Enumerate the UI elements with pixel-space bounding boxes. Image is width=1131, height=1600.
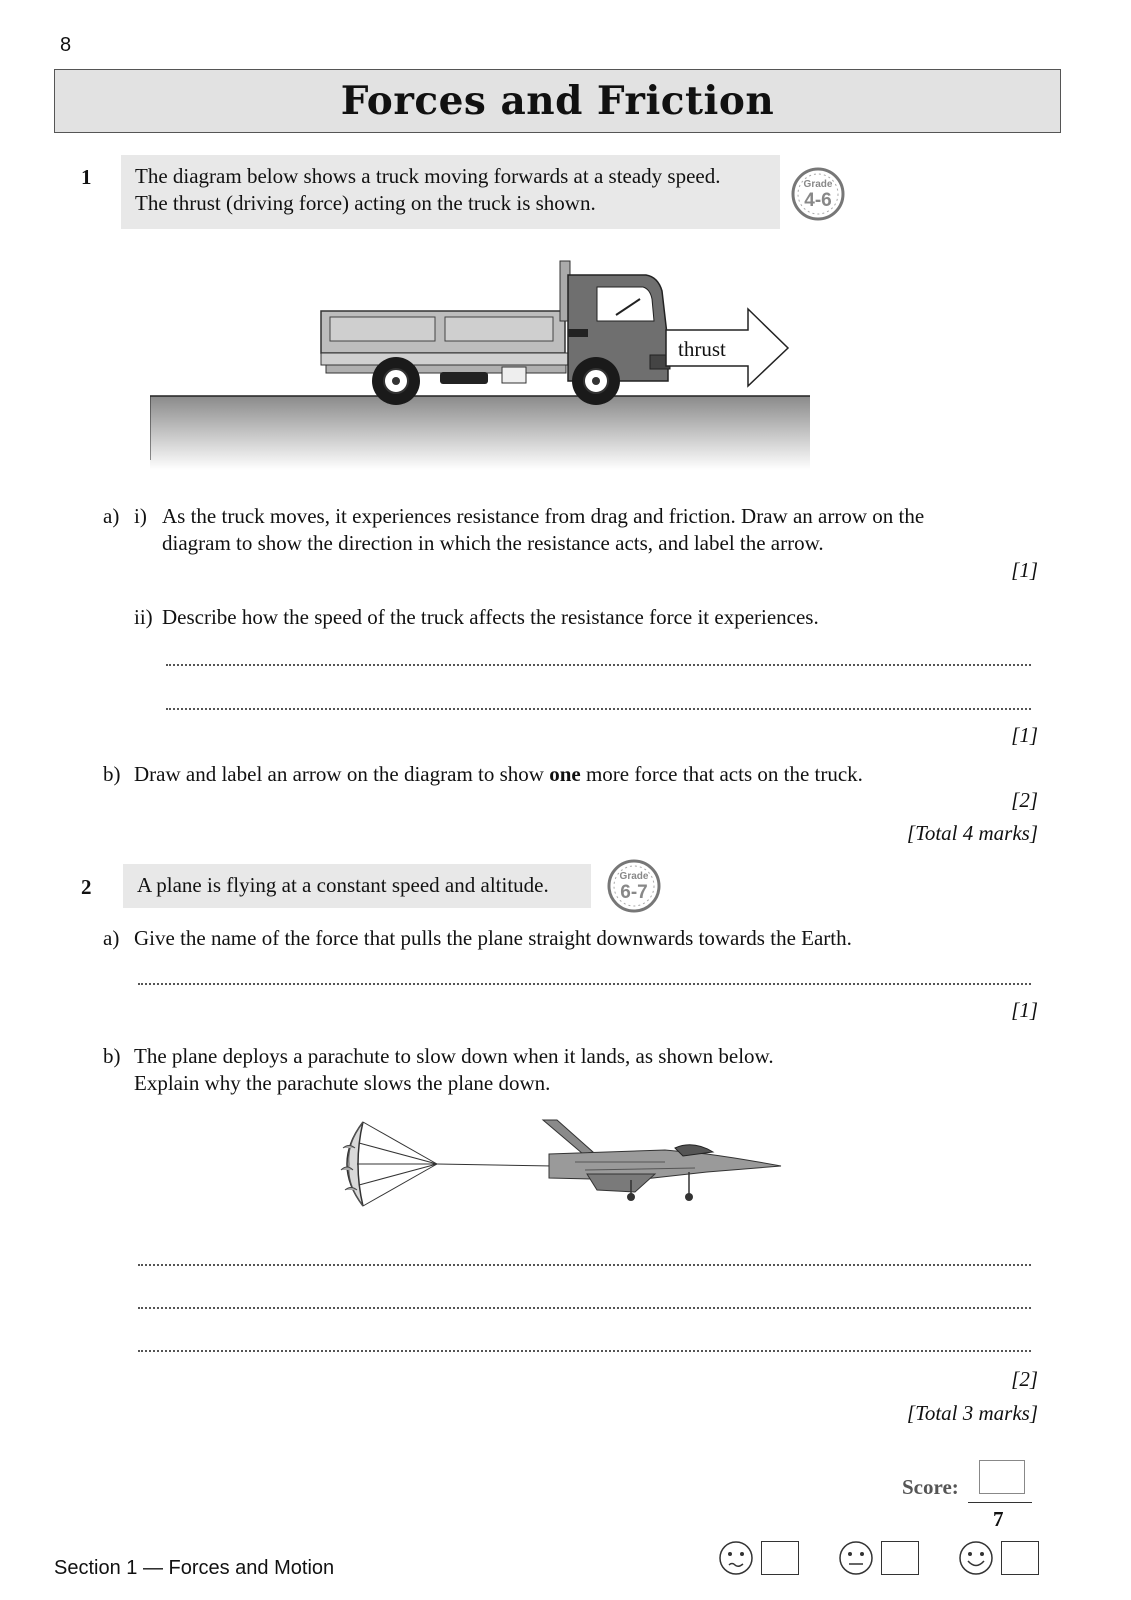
page-title: Forces and Friction xyxy=(340,78,775,124)
question-2-prompt xyxy=(123,864,591,908)
ground xyxy=(150,396,810,470)
q2-total-marks: [Total 3 marks] xyxy=(906,1401,1038,1425)
q2-part-b-question xyxy=(134,1043,774,1097)
question-2-number: 2 xyxy=(81,875,92,899)
q2-b-line-2: Explain why the parachute slows the plane down. xyxy=(134,1071,551,1095)
truck xyxy=(321,261,670,405)
question-2-intro: A plane is flying at a constant speed and altitude. xyxy=(137,873,549,897)
q2-b-line-1: The plane deploys a parachute to slow down when it lands, as shown below. xyxy=(134,1044,774,1068)
thrust-label: thrust xyxy=(678,337,726,361)
q1-part-a-i-question xyxy=(162,503,1032,557)
score-label: Score: xyxy=(902,1475,959,1499)
grade-value: 4-6 xyxy=(804,190,832,211)
q1-b-text-end: more force that acts on the truck. xyxy=(580,762,863,786)
q1-b-bold: one xyxy=(549,762,581,786)
self-assess-box-low[interactable] xyxy=(761,1541,799,1575)
page-title-banner xyxy=(54,69,1061,133)
grade-value: 6-7 xyxy=(620,882,648,903)
self-assess-box-high[interactable] xyxy=(1001,1541,1039,1575)
grade-badge-6-7 xyxy=(607,859,661,913)
jet-plane xyxy=(543,1120,781,1201)
truck-diagram xyxy=(150,255,810,475)
q1-total-marks: [Total 4 marks] xyxy=(906,821,1038,845)
answer-line[interactable] xyxy=(138,1264,1031,1266)
answer-line[interactable] xyxy=(166,664,1031,666)
q1-part-a-ii-question: Describe how the speed of the truck affects the resistance force it experiences. xyxy=(162,605,819,629)
answer-line[interactable] xyxy=(166,708,1031,710)
answer-line[interactable] xyxy=(138,1350,1031,1352)
score-total: 7 xyxy=(993,1507,1004,1531)
q1-b-marks: [2] xyxy=(1011,788,1038,812)
q2-a-marks: [1] xyxy=(1011,998,1038,1022)
q2-part-b-label: b) xyxy=(103,1044,121,1068)
self-assess-box-mid[interactable] xyxy=(881,1541,919,1575)
q1-a-i-marks: [1] xyxy=(1011,558,1038,582)
q1-a-i-line-2: diagram to show the direction in which the resistance acts, and label the arrow. xyxy=(162,531,824,555)
grade-badge-4-6 xyxy=(791,167,845,221)
q1-a-ii-marks: [1] xyxy=(1011,723,1038,747)
q2-b-marks: [2] xyxy=(1011,1367,1038,1391)
q1-part-a-label: a) xyxy=(103,504,120,528)
tow-line xyxy=(437,1164,553,1166)
q1-part-b-label: b) xyxy=(103,762,121,786)
grade-word: Grade xyxy=(803,179,833,190)
answer-line[interactable] xyxy=(138,983,1031,985)
q1-a-i-line-1: As the truck moves, it experiences resistance from drag and friction. Draw an arrow on the xyxy=(162,504,925,528)
q2-part-a-question: Give the name of the force that pulls the plane straight downwards towards the Earth. xyxy=(134,926,852,950)
q1-b-text: Draw and label an arrow on the diagram to show xyxy=(134,762,550,786)
question-1-number: 1 xyxy=(81,165,92,189)
q2-part-a-label: a) xyxy=(103,926,120,950)
q1-part-a-ii-label: ii) xyxy=(134,605,153,629)
answer-line[interactable] xyxy=(138,1307,1031,1309)
q1-part-b-question xyxy=(134,761,863,788)
plane-parachute-diagram xyxy=(335,1118,805,1218)
question-1-intro-line-2: The thrust (driving force) acting on the truck is shown. xyxy=(135,191,596,215)
happy-face-icon xyxy=(958,1540,994,1576)
score-divider xyxy=(968,1502,1032,1503)
q1-part-a-i-label: i) xyxy=(134,504,147,528)
section-footer: Section 1 — Forces and Motion xyxy=(54,1557,335,1579)
question-1-prompt xyxy=(121,155,780,229)
sad-face-icon xyxy=(718,1540,754,1576)
page-number: 8 xyxy=(60,34,72,56)
parachute xyxy=(341,1122,437,1206)
neutral-face-icon xyxy=(838,1540,874,1576)
score-input-box[interactable] xyxy=(979,1460,1025,1494)
question-1-intro-line-1: The diagram below shows a truck moving forwards at a steady speed. xyxy=(135,164,721,188)
grade-word: Grade xyxy=(619,871,649,882)
